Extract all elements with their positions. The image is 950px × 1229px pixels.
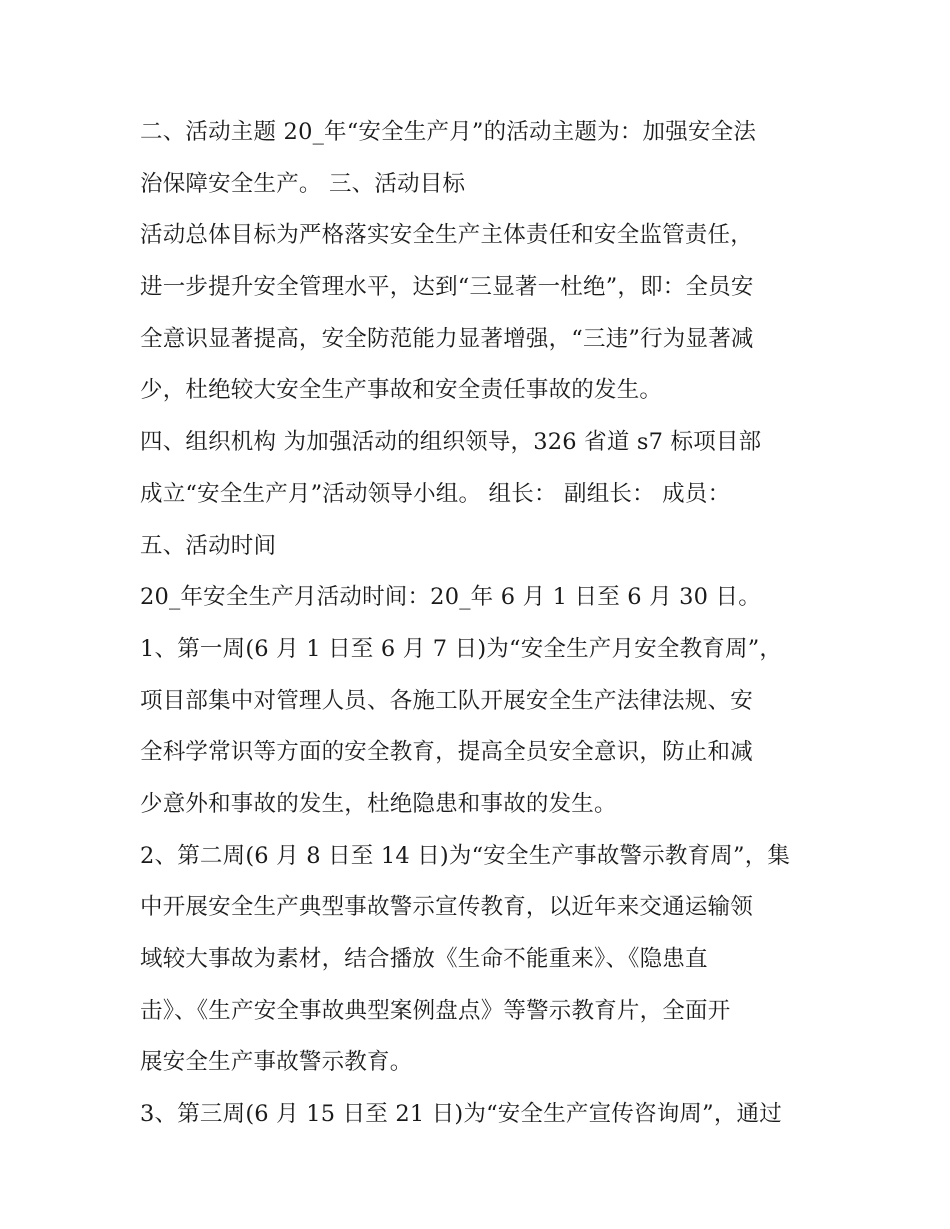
text-line: 2、第二周(6 月 8 日至 14 日)为“安全生产事故警示教育周”，集 [140,842,791,869]
text-line: 全科学常识等方面的安全教育，提高全员安全意识，防止和减 [140,739,753,766]
text-line: 成立“安全生产月”活动领导小组。 组长： 副组长： 成员： [140,480,731,507]
text-line: 少意外和事故的发生，杜绝隐患和事故的发生。 [140,790,617,817]
text-line: 20_年安全生产月活动时间：20_年 6 月 1 日至 6 月 30 日。 [140,584,761,611]
text-line: 展安全生产事故警示教育。 [140,1049,413,1076]
text-line: 全意识显著提高，安全防范能力显著增强，“三违”行为显著减 [140,325,754,352]
text-line: 五、活动时间 [140,532,277,559]
text-line: 活动总体目标为严格落实安全生产主体责任和安全监管责任， [140,222,753,249]
text-line: 3、第三周(6 月 15 日至 21 日)为“安全生产宣传咨询周”，通过 [140,1101,782,1128]
text-line: 域较大事故为素材，结合播放《生命不能重来》、《隐患直 [140,946,708,972]
text-line: 1、第一周(6 月 1 日至 6 月 7 日)为“安全生产月安全教育周”， [140,635,783,662]
text-line: 二、活动主题 20_年“安全生产月”的活动主题为：加强安全法 [140,119,757,145]
text-line: 四、组织机构 为加强活动的组织领导，326 省道 s7 标项目部 [140,429,762,456]
text-line: 中开展安全生产典型事故警示宣传教育，以近年来交通运输领 [140,894,753,921]
text-line: 少，杜绝较大安全生产事故和安全责任事故的发生。 [140,377,663,404]
document-body [140,107,820,1141]
text-line: 进一步提升安全管理水平，达到“三显著一杜绝”，即：全员安 [140,274,754,301]
text-line: 击》、《生产安全事故典型案例盘点》等警示教育片，全面开 [140,997,731,1024]
text-line: 项目部集中对管理人员、各施工队开展安全生产法律法规、安 [140,687,753,714]
text-line: 治保障安全生产。 三、活动目标 [140,170,466,197]
